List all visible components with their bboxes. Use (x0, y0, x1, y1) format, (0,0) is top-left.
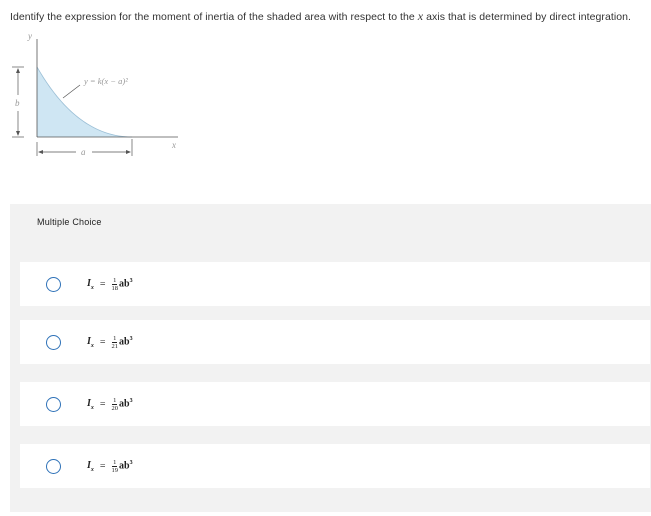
curve-equation: y = k(x − a)² (84, 76, 128, 86)
choice-formula: $I_x$ = $\frac{1}{19}$ $ab^3$ (87, 458, 133, 474)
question-text-after: axis that is determined by direct integration. (423, 11, 631, 23)
choice-formula: $I_x$ = $\frac{1}{18}$ $ab^3$ (87, 276, 133, 292)
multiple-choice-panel (10, 204, 651, 512)
equation-leader (63, 85, 80, 98)
radio-button[interactable] (46, 397, 61, 412)
fraction: $\frac{1}{19}$ (111, 458, 119, 474)
y-axis-label: y (28, 31, 32, 41)
fraction: $\frac{1}{18}$ (111, 276, 119, 292)
radio-button[interactable] (46, 335, 61, 350)
question-text-before: Identify the expression for the moment of inertia of the shaded area with respect to the (10, 11, 418, 23)
radio-button[interactable] (46, 459, 61, 474)
choice-formula: $I_x$ = $\frac{1}{20}$ $ab^3$ (87, 396, 133, 412)
fraction: $\frac{1}{21}$ (111, 334, 119, 350)
question-axis-var: x (417, 9, 424, 23)
multiple-choice-label: Multiple Choice (37, 217, 102, 227)
choice-option-3[interactable] (20, 382, 650, 426)
choice-option-4[interactable] (20, 444, 650, 488)
fraction: $\frac{1}{20}$ (111, 396, 119, 412)
area-figure (0, 25, 200, 165)
width-label: a (81, 147, 86, 157)
x-axis-label: x (172, 140, 176, 150)
choice-formula: $I_x$ = $\frac{1}{21}$ $ab^3$ (87, 334, 133, 350)
height-label: b (15, 98, 20, 108)
question-text (10, 9, 650, 24)
choice-option-2[interactable] (20, 320, 650, 364)
radio-button[interactable] (46, 277, 61, 292)
choice-option-1[interactable] (20, 262, 650, 306)
